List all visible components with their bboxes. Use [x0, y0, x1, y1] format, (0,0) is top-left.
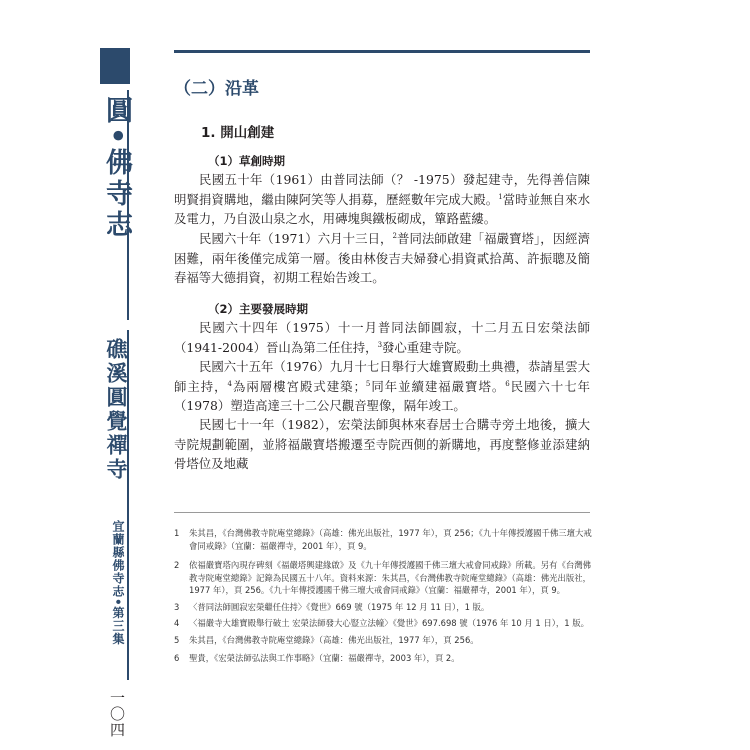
- footnote-2: 2 依福嚴寶塔內現存碑刻《福嚴塔興建緣啟》及《九十年傳授護國千佛三壇大戒會同戒錄》所載。另有《台灣佛教寺院庵堂總錄》記錄為民國五十八年。資料來源：朱其昌，《台灣佛教寺院庵堂總錄》（高雄：佛光出版社，1977 年），頁 256。《九十年傳授護國千佛三壇大戒會同戒錄》（宜蘭：福嚴禪寺，2001 年），頁 9。: [174, 560, 591, 595]
- footnote-rule: [174, 512, 590, 513]
- paragraph-early-2: 民國六十年（1971）六月十三日，$^2$普同法師啟建「福嚴寶塔」，因經濟困難，兩年後僅完成第一層。後由林俊吉夫婦發心捐資貳拾萬、許振聰及簡春福等大德捐資，初期工程始告竣工。: [174, 231, 590, 285]
- footnote-ref[interactable]: 5: [365, 379, 371, 388]
- paragraph-dev-3: 民國七十一年（1982），宏榮法師與林來春居士合購寺旁土地後，擴大寺院規劃範圍，並將福嚴寶塔搬遷至寺院西側的新購地，再度整修並添建納骨塔位及地藏: [174, 417, 590, 471]
- section-title: （二）沿革: [174, 79, 259, 99]
- subheading-development-period: （2）主要發展時期: [208, 302, 309, 316]
- subheading-early-period: （1）草創時期: [208, 154, 286, 168]
- paragraph-dev-1: 民國六十四年（1975）十一月普同法師圓寂，十二月五日宏榮法師（1941-2004）晉山為第二任住持，$^3$發心重建寺院。: [174, 320, 590, 355]
- footnote-ref[interactable]: 6: [505, 379, 510, 388]
- paragraph-early-1: 民國五十年（1961）由普同法師（？ -1975）發起建寺，先得善信陳明賢捐資購地，繼由陳阿笑等人捐募，歷經數年完成大殿。$^1$當時並無自來水及電力，乃自汲山泉之水，用磚塊與鐵板砌成，簞路藍縷。: [174, 172, 591, 226]
- heading-founding: 1. 開山創建: [201, 125, 275, 141]
- footnote-4: 4 〈福嚴寺大雄寶殿舉行破土 宏榮法師發大心豎立法幢〉《覺世》697.698 號（1976 年 10 月 1 日），1 版。: [174, 618, 590, 628]
- footnote-6: 6 聖貴，《宏榮法師弘法與工作事略》（宜蘭：福嚴禪寺，2003 年），頁 2。: [174, 653, 460, 663]
- footnote-ref[interactable]: 3: [377, 340, 383, 349]
- footnote-3: 3 〈普同法師圓寂宏榮繼任住持〉《覺世》669 號（1975 年 12 月 11 日），1 版。: [174, 602, 490, 612]
- page-number: 一〇四: [108, 690, 126, 738]
- footnote-ref[interactable]: 4: [227, 379, 233, 388]
- footnote-5: 5 朱其昌，《台灣佛教寺院庵堂總錄》（高雄：佛光出版社，1977 年），頁 256。: [174, 635, 479, 645]
- footnote-ref[interactable]: 1: [498, 192, 503, 201]
- footnote-ref[interactable]: 2: [392, 231, 397, 240]
- spine-color-block: [100, 48, 130, 84]
- paragraph-dev-2: 民國六十五年（1976）九月十七日舉行大雄寶殿動土典禮，恭請星雲大師主持，$^4$為兩層樓宮殿式建築；$^5$同年並續建福嚴寶塔。$^6$民國六十七年（1978）塑造高達三十二公尺觀音聖像，隔年竣工。: [174, 359, 591, 413]
- spine-book-title: 圓•佛寺志: [101, 96, 132, 242]
- spine-series-name: 宜蘭縣佛寺志•第三集: [111, 520, 125, 646]
- spine-temple-name: 礁溪圓覺禪寺: [104, 338, 129, 482]
- footnote-1: 1 朱其昌，《台灣佛教寺院庵堂總錄》（高雄：佛光出版社，1977 年），頁 256；《九十年傳授護國千佛三壇大戒會同戒錄》（宜蘭：福嚴禪寺，2001 年），頁 9。: [174, 528, 592, 551]
- header-rule: [174, 50, 590, 53]
